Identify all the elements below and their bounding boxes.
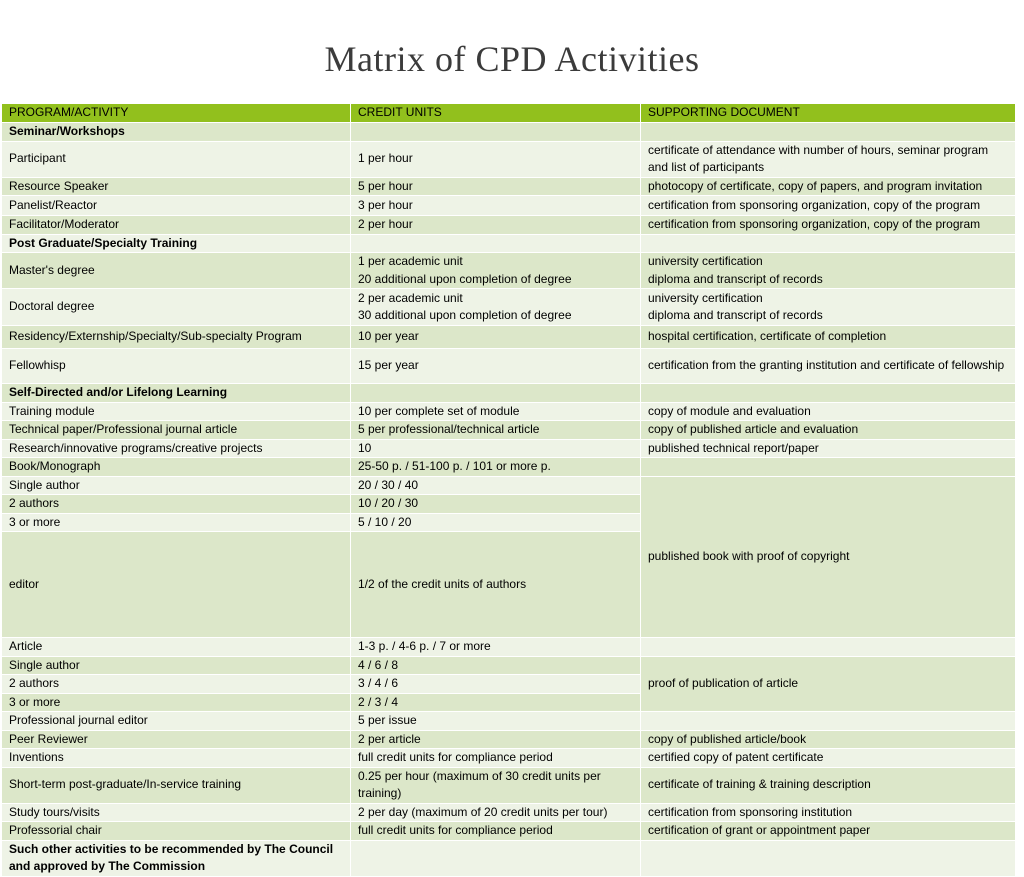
credit-units-cell: full credit units for compliance period bbox=[351, 749, 641, 768]
table-header-row bbox=[2, 104, 1016, 123]
table-row bbox=[2, 822, 1016, 841]
cpd-matrix-table bbox=[1, 103, 1016, 877]
credit-units-cell: 10 bbox=[351, 439, 641, 458]
table-row bbox=[2, 421, 1016, 440]
supporting-document-cell bbox=[641, 638, 1016, 657]
credit-units-cell: 2 per hour bbox=[351, 216, 641, 235]
credit-units-cell: 1-3 p. / 4-6 p. / 7 or more bbox=[351, 638, 641, 657]
supporting-document-cell: copy of module and evaluation bbox=[641, 402, 1016, 421]
activity-cell: 3 or more bbox=[2, 513, 351, 532]
page-title: Matrix of CPD Activities bbox=[324, 39, 700, 79]
credit-units-cell: 4 / 6 / 8 bbox=[351, 656, 641, 675]
table-row bbox=[2, 712, 1016, 731]
credit-units-cell bbox=[351, 840, 641, 876]
table-row bbox=[2, 638, 1016, 657]
supporting-document-cell: certificate of training & training description bbox=[641, 767, 1016, 803]
table-row bbox=[2, 458, 1016, 477]
activity-cell: Such other activities to be recommended by The Council and approved by The Commission bbox=[2, 840, 351, 876]
activity-cell: Technical paper/Professional journal article bbox=[2, 421, 351, 440]
activity-cell: editor bbox=[2, 532, 351, 638]
credit-units-cell: 1/2 of the credit units of authors bbox=[351, 532, 641, 638]
activity-cell: Professional journal editor bbox=[2, 712, 351, 731]
credit-units-cell: 2 / 3 / 4 bbox=[351, 693, 641, 712]
header-program-activity: PROGRAM/ACTIVITY bbox=[2, 104, 351, 123]
credit-units-cell: 5 per issue bbox=[351, 712, 641, 731]
activity-cell: Inventions bbox=[2, 749, 351, 768]
credit-units-cell: full credit units for compliance period bbox=[351, 822, 641, 841]
table-row bbox=[2, 349, 1016, 384]
supporting-document-cell: published technical report/paper bbox=[641, 439, 1016, 458]
supporting-document-cell: certification from the granting institution and certificate of fellowship bbox=[641, 349, 1016, 384]
table-row bbox=[2, 656, 1016, 675]
credit-units-cell: 0.25 per hour (maximum of 30 credit units per training) bbox=[351, 767, 641, 803]
activity-cell: Seminar/Workshops bbox=[2, 123, 351, 142]
supporting-document-cell bbox=[641, 840, 1016, 876]
activity-cell: 2 authors bbox=[2, 675, 351, 694]
activity-cell: Study tours/visits bbox=[2, 803, 351, 822]
supporting-document-cell: photocopy of certificate, copy of papers, and program invitation bbox=[641, 177, 1016, 196]
credit-units-cell: 5 per professional/technical article bbox=[351, 421, 641, 440]
supporting-document-cell: university certification diploma and transcript of records bbox=[641, 253, 1016, 289]
credit-units-cell: 2 per academic unit 30 additional upon completion of degree bbox=[351, 289, 641, 326]
activity-cell: Training module bbox=[2, 402, 351, 421]
table-row bbox=[2, 476, 1016, 495]
activity-cell: Book/Monograph bbox=[2, 458, 351, 477]
activity-cell: Master's degree bbox=[2, 253, 351, 289]
table-row bbox=[2, 216, 1016, 235]
activity-cell: Single author bbox=[2, 476, 351, 495]
credit-units-cell: 1 per academic unit 20 additional upon completion of degree bbox=[351, 253, 641, 289]
table-row bbox=[2, 384, 1016, 403]
table-row bbox=[2, 730, 1016, 749]
supporting-document-cell: certificate of attendance with number of hours, seminar program and list of participants bbox=[641, 141, 1016, 177]
table-row bbox=[2, 402, 1016, 421]
supporting-document-cell bbox=[641, 712, 1016, 731]
credit-units-cell: 3 per hour bbox=[351, 196, 641, 216]
table-row bbox=[2, 439, 1016, 458]
activity-cell: Article bbox=[2, 638, 351, 657]
credit-units-cell: 25-50 p. / 51-100 p. / 101 or more p. bbox=[351, 458, 641, 477]
activity-cell: Fellowhisp bbox=[2, 349, 351, 384]
credit-units-cell: 1 per hour bbox=[351, 141, 641, 177]
credit-units-cell: 10 / 20 / 30 bbox=[351, 495, 641, 514]
credit-units-cell: 15 per year bbox=[351, 349, 641, 384]
table-row bbox=[2, 803, 1016, 822]
supporting-document-cell bbox=[641, 123, 1016, 142]
table-row bbox=[2, 289, 1016, 326]
supporting-document-cell: certification of grant or appointment paper bbox=[641, 822, 1016, 841]
table-row bbox=[2, 840, 1016, 876]
supporting-document-cell: certification from sponsoring organization, copy of the program bbox=[641, 196, 1016, 216]
credit-units-cell: 5 per hour bbox=[351, 177, 641, 196]
table-row bbox=[2, 253, 1016, 289]
supporting-document-cell: university certification diploma and transcript of records bbox=[641, 289, 1016, 326]
credit-units-cell: 20 / 30 / 40 bbox=[351, 476, 641, 495]
table-row bbox=[2, 749, 1016, 768]
table-row bbox=[2, 123, 1016, 142]
credit-units-cell: 2 per article bbox=[351, 730, 641, 749]
table-row bbox=[2, 326, 1016, 349]
supporting-document-cell bbox=[641, 384, 1016, 403]
activity-cell: Doctoral degree bbox=[2, 289, 351, 326]
supporting-document-cell: certification from sponsoring organization, copy of the program bbox=[641, 216, 1016, 235]
activity-cell: Post Graduate/Specialty Training bbox=[2, 234, 351, 253]
activity-cell: Panelist/Reactor bbox=[2, 196, 351, 216]
supporting-document-cell: certification from sponsoring institution bbox=[641, 803, 1016, 822]
credit-units-cell: 10 per year bbox=[351, 326, 641, 349]
activity-cell: 3 or more bbox=[2, 693, 351, 712]
credit-units-cell bbox=[351, 234, 641, 253]
activity-cell: Short-term post-graduate/In-service training bbox=[2, 767, 351, 803]
table-row bbox=[2, 767, 1016, 803]
credit-units-cell: 2 per day (maximum of 20 credit units per tour) bbox=[351, 803, 641, 822]
credit-units-cell: 3 / 4 / 6 bbox=[351, 675, 641, 694]
table-body bbox=[2, 123, 1016, 877]
credit-units-cell: 5 / 10 / 20 bbox=[351, 513, 641, 532]
table-row bbox=[2, 177, 1016, 196]
supporting-document-cell: hospital certification, certificate of completion bbox=[641, 326, 1016, 349]
activity-cell: Residency/Externship/Specialty/Sub-specialty Program bbox=[2, 326, 351, 349]
credit-units-cell bbox=[351, 384, 641, 403]
activity-cell: Participant bbox=[2, 141, 351, 177]
activity-cell: Resource Speaker bbox=[2, 177, 351, 196]
header-supporting-document: SUPPORTING DOCUMENT bbox=[641, 104, 1016, 123]
supporting-document-cell: copy of published article and evaluation bbox=[641, 421, 1016, 440]
credit-units-cell bbox=[351, 123, 641, 142]
table-row bbox=[2, 196, 1016, 216]
supporting-document-cell: published book with proof of copyright bbox=[641, 476, 1016, 638]
activity-cell: Professorial chair bbox=[2, 822, 351, 841]
activity-cell: 2 authors bbox=[2, 495, 351, 514]
supporting-document-cell: proof of publication of article bbox=[641, 656, 1016, 712]
supporting-document-cell: copy of published article/book bbox=[641, 730, 1016, 749]
supporting-document-cell bbox=[641, 234, 1016, 253]
activity-cell: Single author bbox=[2, 656, 351, 675]
table-row bbox=[2, 234, 1016, 253]
activity-cell: Self-Directed and/or Lifelong Learning bbox=[2, 384, 351, 403]
credit-units-cell: 10 per complete set of module bbox=[351, 402, 641, 421]
table-row bbox=[2, 141, 1016, 177]
activity-cell: Research/innovative programs/creative projects bbox=[2, 439, 351, 458]
header-credit-units: CREDIT UNITS bbox=[351, 104, 641, 123]
supporting-document-cell: certified copy of patent certificate bbox=[641, 749, 1016, 768]
activity-cell: Facilitator/Moderator bbox=[2, 216, 351, 235]
activity-cell: Peer Reviewer bbox=[2, 730, 351, 749]
supporting-document-cell bbox=[641, 458, 1016, 477]
